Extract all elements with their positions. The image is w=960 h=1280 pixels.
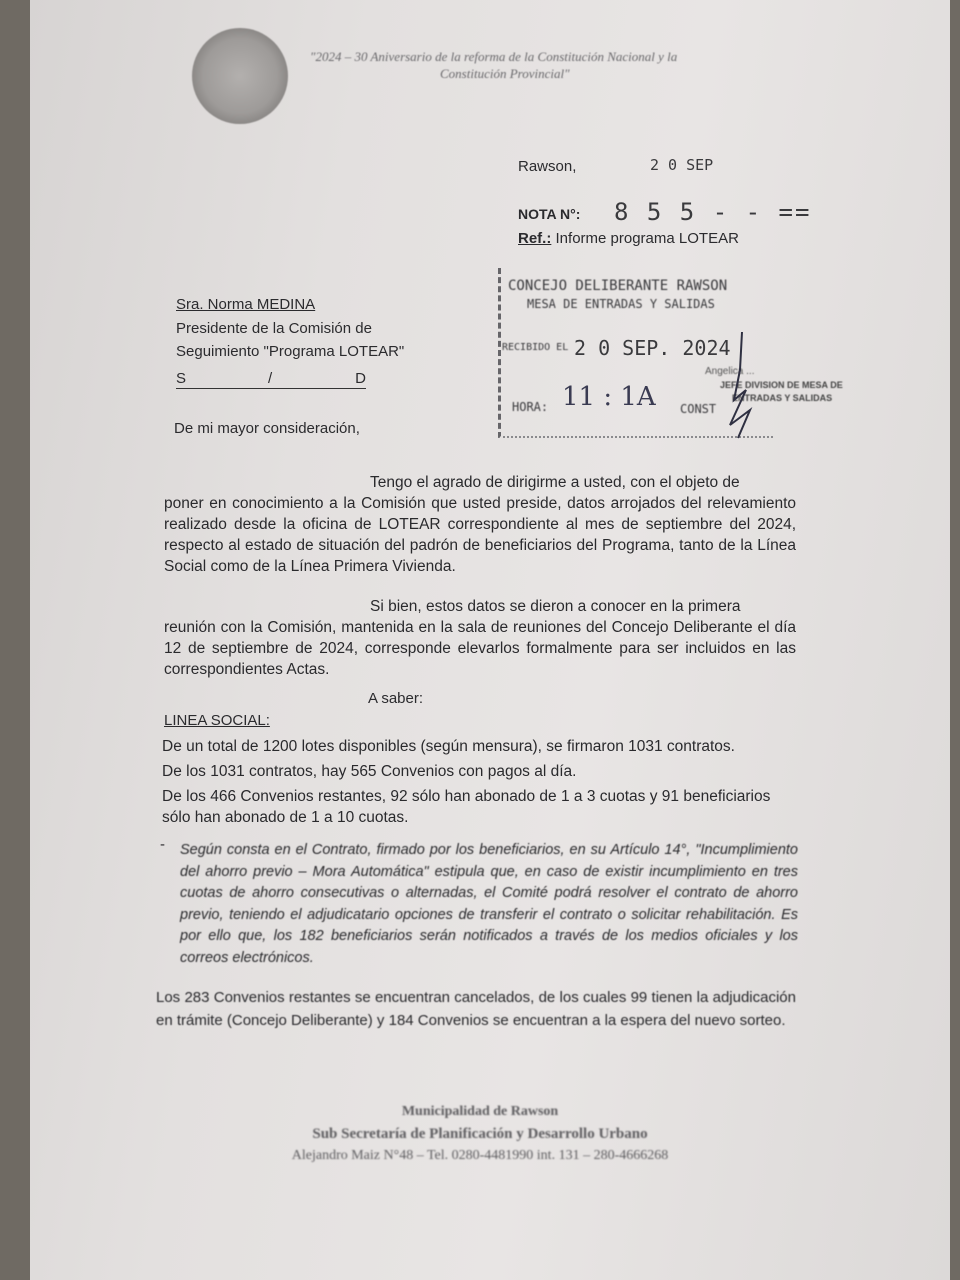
signer-line-1: Angelica ... bbox=[705, 366, 755, 377]
line-3: De los 466 Convenios restantes, 92 sólo han abonado de 1 a 3 cuotas y 91 beneficiarios sólo han abonado de 1 a 10 cuotas. bbox=[162, 788, 771, 826]
sd-line bbox=[176, 370, 366, 389]
nota-label: NOTA N°: bbox=[518, 206, 581, 222]
reference bbox=[518, 230, 739, 247]
line-2: De los 1031 contratos, hay 565 Convenios con pagos al día. bbox=[162, 763, 577, 780]
ref-label: Ref.: bbox=[518, 230, 552, 247]
greeting: De mi mayor consideración, bbox=[174, 420, 360, 437]
a-saber: A saber: bbox=[368, 690, 424, 707]
footer-line-2: Sub Secretaría de Planificación y Desarrollo Urbano bbox=[312, 1126, 648, 1142]
handwritten-signature-icon bbox=[720, 330, 760, 440]
header-motto bbox=[310, 48, 810, 82]
recipient-title-1: Presidente de la Comisión de bbox=[176, 320, 372, 337]
sd-s: S bbox=[176, 370, 187, 387]
consta-label: CONST bbox=[680, 402, 717, 416]
section-title: LINEA SOCIAL: bbox=[164, 712, 270, 729]
nota-number: 8 5 5 - - == bbox=[614, 198, 812, 226]
ref-text: Informe programa LOTEAR bbox=[555, 230, 739, 247]
recibido-date: 2 0 SEP. 2024 bbox=[574, 336, 731, 360]
date-stamp: 2 0 SEP bbox=[650, 156, 714, 174]
recipient-title-2: Seguimiento "Programa LOTEAR" bbox=[176, 343, 405, 360]
bullet-mark: - bbox=[160, 836, 165, 853]
linea-social-list bbox=[162, 736, 802, 828]
motto-line-1: "2024 – 30 Aniversario de la reforma de la Constitución Nacional y la bbox=[310, 49, 678, 64]
sd-slash: / bbox=[268, 370, 273, 387]
paragraph-2-rest: reunión con la Comisión, mantenida en la sala de reuniones del Concejo Deliberante el día 12 de septiembre de 2024, corresponde elevarlos formalmente para ser incluidos en las correspondientes Actas. bbox=[164, 619, 796, 678]
stamp-line-2: MESA DE ENTRADAS Y SALIDAS bbox=[527, 297, 715, 311]
paragraph-1-indent: Tengo el agrado de dirigirme a usted, con el objeto de bbox=[370, 474, 740, 491]
footer-line-1: Municipalidad de Rawson bbox=[401, 1104, 559, 1119]
footer-line-3: Alejandro Maiz N°48 – Tel. 0280-4481990 int. 131 – 280-4666268 bbox=[291, 1148, 669, 1163]
paragraph-2-indent: Si bien, estos datos se dieron a conocer en la primera bbox=[370, 598, 741, 615]
line-4: Los 283 Convenios restantes se encuentran cancelados, de los cuales 99 tienen la adjudicación en trámite (Concejo Deliberante) y 184 Convenios se encuentran a la espera del nuevo sorteo. bbox=[156, 989, 796, 1029]
hora-value: 11 : 1A bbox=[562, 382, 656, 412]
signer-line-2: JEFE DIVISION DE MESA DE bbox=[720, 380, 843, 390]
line-1: De un total de 1200 lotes disponibles (según mensura), se firmaron 1031 contratos. bbox=[162, 738, 735, 755]
municipal-seal-icon bbox=[192, 28, 288, 124]
paragraph-2 bbox=[164, 596, 796, 680]
place-label: Rawson, bbox=[518, 158, 577, 175]
paragraph-1 bbox=[164, 472, 796, 577]
sd-d: D bbox=[355, 370, 366, 387]
stamp-line-1: CONCEJO DELIBERANTE RAWSON bbox=[508, 278, 728, 294]
paragraph-1-rest: poner en conocimiento a la Comisión que usted preside, datos arrojados del relevamiento realizado desde la oficina de LOTEAR correspondiente al mes de septiembre del 2024, respecto al estado de situación del padrón de beneficiarios del Programa, tanto de la Línea Social como de la Línea Primera Vivienda. bbox=[164, 495, 796, 575]
signer-line-3: ENTRADAS Y SALIDAS bbox=[732, 393, 833, 403]
recipient-name: Sra. Norma MEDINA bbox=[176, 296, 316, 313]
document-page bbox=[30, 0, 950, 1280]
motto-line-2: Constitución Provincial" bbox=[440, 66, 570, 81]
hora-label: HORA: bbox=[512, 400, 549, 414]
contract-clause: Según consta en el Contrato, firmado por los beneficiarios, en su Artículo 14°, "Incumplimiento del ahorro previo – Mora Automática" estipula que, en caso de existir incumplimiento en tres cuotas de ahorro consecutivas o alternadas, el Comité podrá resolver el contrato de ahorro previo, teniendo el adjudicatario opciones de transferir el contrato o solicitar rehabilitación. Es por ello que, los 182 beneficiarios serán notificados a través de los medios oficiales y los correos electrónicos. bbox=[180, 842, 798, 966]
recibido-label: RECIBIDO EL bbox=[502, 342, 569, 353]
